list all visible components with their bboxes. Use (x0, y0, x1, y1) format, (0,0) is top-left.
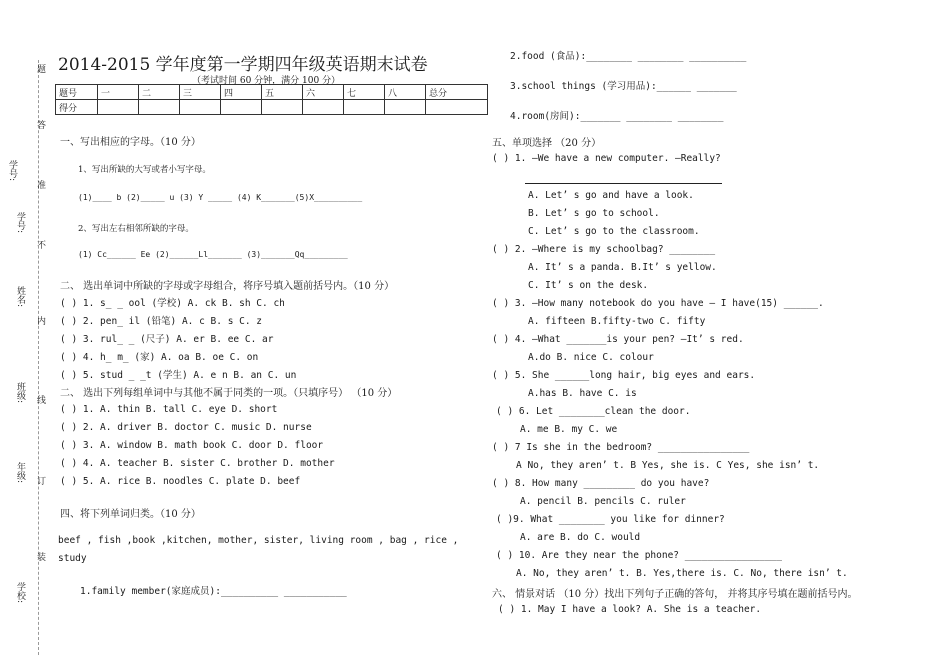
score-cell[interactable] (221, 100, 262, 115)
margin-label: 订 (35, 476, 45, 485)
word-list-line: beef , fish ,book ,kitchen, mother, sister, living room , bag , rice , (58, 535, 459, 546)
category-family: 1.family member(家庭成员):__________ ___________ (80, 586, 347, 597)
option-line: A.has B. have C. is (528, 388, 637, 399)
section-1-part-2: 2、写出左右相邻所缺的字母。 (78, 224, 194, 234)
table-cell: 八 (385, 85, 426, 100)
table-cell: 七 (344, 85, 385, 100)
table-cell: 题号 (56, 85, 98, 100)
question-line: ( ) 5. She ______long hair, big eyes and ears. (492, 370, 756, 381)
option-line: A.do B. nice C. colour (528, 352, 654, 363)
option-line: A. fifteen B.fifty-two C. fifty (528, 316, 706, 327)
margin-label: 线 (35, 395, 45, 404)
question-line: ( ) 8. How many _________ do you have? (492, 478, 710, 489)
table-cell: 二 (139, 85, 180, 100)
table-cell: 六 (303, 85, 344, 100)
margin-label: 学号: (7, 160, 17, 182)
score-cell[interactable] (344, 100, 385, 115)
section-1-part-2-items: (1) Cc______ Ee (2)______Ll_______ (3)_______Qq_________ (78, 250, 348, 259)
table-cell: 总分 (426, 85, 488, 100)
section-1-title: 一、写出相应的字母。（10 分） (60, 137, 201, 148)
margin-label: 班级: (15, 382, 25, 404)
category-food: 2.food (食品):________ ________ __________ (510, 51, 747, 62)
section-2-title: 二、 选出单词中所缺的字母或字母组合，将序号填入题前括号内。（10 分） (60, 281, 395, 292)
score-table (55, 84, 488, 115)
option-line: A. Let’ s go and have a look. (528, 190, 694, 201)
score-table-header-row (56, 85, 488, 100)
table-cell: 得分 (56, 100, 98, 115)
question-line: ( ) 2. —Where is my schoolbag? ________ (492, 244, 716, 255)
question-row: ( ) 5. stud _ _t (学生) A. e n B. an C. un (60, 370, 297, 381)
score-cell[interactable] (98, 100, 139, 115)
question-line: ( ) 3. —How many notebook do you have — I have(15) ______. (492, 298, 824, 309)
question-line: ( )9. What ________ you like for dinner? (496, 514, 725, 525)
section-1-part-1: 1、写出所缺的大写或者小写字母。 (78, 165, 211, 175)
score-cell[interactable] (385, 100, 426, 115)
section-1-part-1-items: (1)____ b (2)_____ u (3) Y _____ (4) K_______(5)X__________ (78, 193, 363, 202)
question-row: ( ) 2. pen_ il (铅笔) A. c B. s C. z (60, 316, 263, 327)
margin-label: 内 (35, 316, 45, 325)
option-line: A. pencil B. pencils C. ruler (520, 496, 686, 507)
category-room: 4.room(房间):_______ ________ ________ (510, 111, 724, 122)
exam-subtitle: （考试时间 60 分钟，满分 100 分） (192, 76, 341, 86)
answer-underline (525, 183, 722, 184)
table-cell: 四 (221, 85, 262, 100)
category-school-things: 3.school things (学习用品):______ _______ (510, 81, 737, 92)
question-line: ( ) 1. —We have a new computer. —Really? (492, 153, 721, 164)
margin-label: 学号: (15, 212, 25, 234)
question-row: ( ) 1. A. thin B. tall C. eye D. short (60, 404, 278, 415)
question-line: ( ) 10. Are they near the phone? _________________ (496, 550, 782, 561)
margin-label: 学校: (15, 582, 25, 604)
question-row: ( ) 4. h_ m_ (家) A. oa B. oe C. on (60, 352, 259, 363)
option-line: A No, they aren’ t. B Yes, she is. C Yes, she isn’ t. (516, 460, 820, 471)
question-line: ( ) 1. May I have a look? A. She is a teacher. (498, 604, 762, 615)
section-6-title: 六、 情景对话 （10 分）找出下列句子正确的答句， 并将其序号填在题前括号内。 (492, 589, 858, 600)
table-cell: 一 (98, 85, 139, 100)
margin-label: 不 (35, 240, 45, 249)
section-5-title: 五、单项选择 （20 分） (492, 138, 602, 149)
question-row: ( ) 3. rul_ _ (尺子) A. er B. ee C. ar (60, 334, 274, 345)
section-4-title: 四、将下列单词归类。（10 分） (60, 509, 201, 520)
table-cell: 五 (262, 85, 303, 100)
score-cell[interactable] (303, 100, 344, 115)
question-row: ( ) 4. A. teacher B. sister C. brother D. mother (60, 458, 335, 469)
margin-label: 准 (35, 180, 45, 189)
option-line: C. It’ s on the desk. (528, 280, 649, 291)
table-cell: 三 (180, 85, 221, 100)
option-line: A. me B. my C. we (520, 424, 618, 435)
option-line: C. Let’ s go to the classroom. (528, 226, 700, 237)
section-3-title: 二、 选出下列每组单词中与其他不属于同类的一项。（只填序号） （10 分） (60, 388, 398, 399)
question-row: ( ) 3. A. window B. math book C. door D. floor (60, 440, 324, 451)
option-line: A. No, they aren’ t. B. Yes,there is. C. No, there isn’ t. (516, 568, 848, 579)
question-line: ( ) 7 Is she in the bedroom? ________________ (492, 442, 750, 453)
score-table-score-row (56, 100, 488, 115)
margin-label: 年级: (15, 462, 25, 484)
score-cell[interactable] (139, 100, 180, 115)
margin-label: 答 (35, 120, 45, 129)
option-line: A. It’ s a panda. B.It’ s yellow. (528, 262, 717, 273)
page-title: 2014-2015 学年度第一学期四年级英语期末试卷 (58, 55, 428, 75)
word-list-line: study (58, 553, 87, 564)
question-row: ( ) 1. s_ _ ool (学校) A. ck B. sh C. ch (60, 298, 285, 309)
question-row: ( ) 2. A. driver B. doctor C. music D. nurse (60, 422, 312, 433)
question-row: ( ) 5. A. rice B. noodles C. plate D. beef (60, 476, 301, 487)
option-line: A. are B. do C. would (520, 532, 641, 543)
question-line: ( ) 4. —What _______is your pen? —It’ s red. (492, 334, 744, 345)
binding-dashed-line (38, 60, 39, 655)
margin-label: 题 (35, 64, 45, 73)
score-cell[interactable] (180, 100, 221, 115)
question-line: ( ) 6. Let ________clean the door. (496, 406, 691, 417)
score-cell[interactable] (426, 100, 488, 115)
margin-label: 装 (35, 552, 45, 561)
margin-label: 姓名: (15, 286, 25, 308)
score-cell[interactable] (262, 100, 303, 115)
option-line: B. Let’ s go to school. (528, 208, 660, 219)
